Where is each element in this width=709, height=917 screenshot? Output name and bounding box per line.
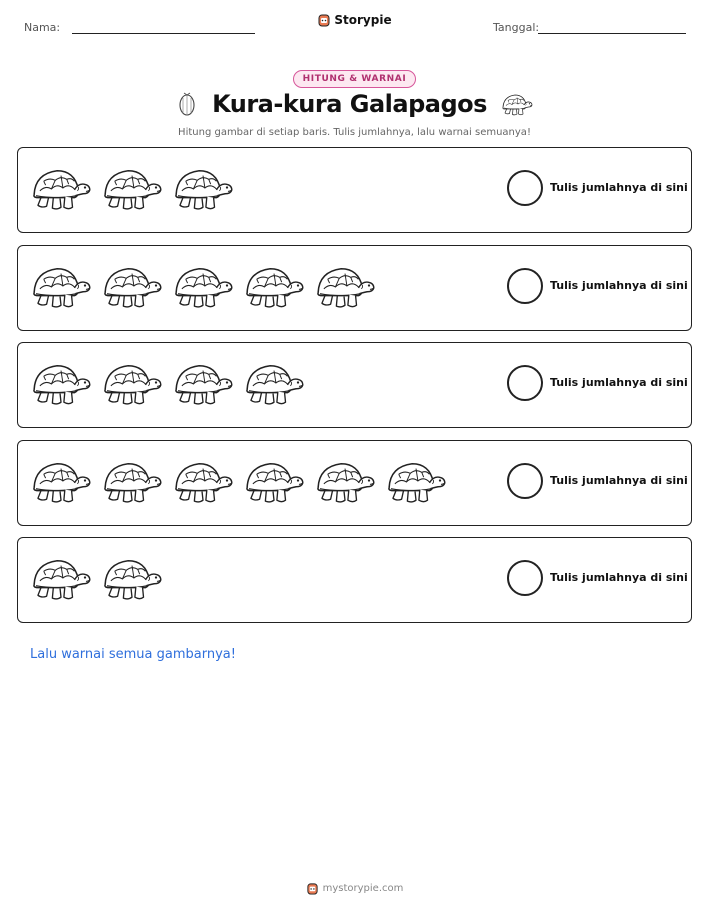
date-line[interactable]	[538, 33, 686, 34]
turtle-icon	[243, 359, 305, 407]
answer-circle[interactable]	[507, 463, 543, 499]
name-label: Nama:	[24, 21, 61, 34]
turtle-group	[30, 457, 447, 511]
turtle-icon	[172, 457, 234, 505]
count-row-5	[17, 537, 692, 623]
turtle-group	[30, 554, 163, 608]
turtle-icon	[243, 262, 305, 310]
turtle-icon	[30, 359, 92, 407]
answer-circle[interactable]	[507, 560, 543, 596]
turtle-icon	[30, 262, 92, 310]
turtle-icon	[385, 457, 447, 505]
brand-name: Storypie	[334, 13, 392, 27]
page-title: Kura-kura Galapagos	[212, 90, 487, 118]
turtle-group	[30, 164, 234, 218]
storypie-logo-icon	[317, 13, 331, 27]
answer-label: Tulis jumlahnya di sini	[550, 376, 688, 389]
answer-label: Tulis jumlahnya di sini	[550, 181, 688, 194]
turtle-group	[30, 262, 376, 316]
count-row-1	[17, 147, 692, 233]
turtle-icon	[101, 554, 163, 602]
turtle-icon	[172, 164, 234, 212]
turtle-icon	[243, 457, 305, 505]
activity-badge: HITUNG & WARNAI	[293, 70, 417, 88]
instructions-text: Hitung gambar di setiap baris. Tulis jumlahnya, lalu warnai semuanya!	[178, 127, 531, 138]
storypie-logo-icon	[306, 882, 319, 895]
answer-label: Tulis jumlahnya di sini	[550, 571, 688, 584]
turtle-icon	[101, 457, 163, 505]
site-url[interactable]: mystorypie.com	[322, 883, 404, 894]
turtle-icon	[172, 359, 234, 407]
answer-circle[interactable]	[507, 170, 543, 206]
answer-label: Tulis jumlahnya di sini	[550, 279, 688, 292]
turtle-icon	[314, 262, 376, 310]
count-row-3	[17, 342, 692, 428]
turtle-icon	[101, 262, 163, 310]
turtle-icon	[172, 262, 234, 310]
site-footer	[0, 880, 709, 899]
turtle-icon	[30, 554, 92, 602]
color-instruction: Lalu warnai semua gambarnya!	[30, 647, 236, 662]
turtle-icon	[101, 164, 163, 212]
name-line[interactable]	[72, 33, 255, 34]
brand-logo	[0, 12, 709, 31]
count-row-4	[17, 440, 692, 526]
answer-circle[interactable]	[507, 365, 543, 401]
date-label: Tanggal:	[493, 21, 540, 34]
answer-circle[interactable]	[507, 268, 543, 304]
turtle-icon	[314, 457, 376, 505]
turtle-icon	[30, 457, 92, 505]
cactus-icon	[176, 91, 198, 117]
count-row-2	[17, 245, 692, 331]
turtle-icon	[30, 164, 92, 212]
turtle-group	[30, 359, 305, 413]
turtle-icon	[501, 91, 533, 117]
turtle-icon	[101, 359, 163, 407]
answer-label: Tulis jumlahnya di sini	[550, 474, 688, 487]
